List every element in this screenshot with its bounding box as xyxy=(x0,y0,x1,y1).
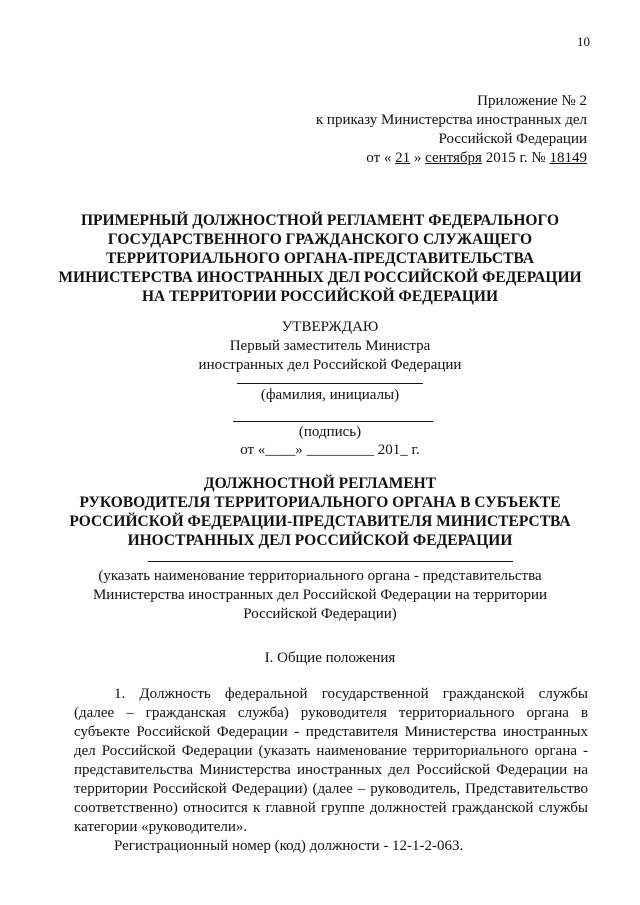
page-number: 10 xyxy=(577,34,590,49)
signature-line xyxy=(233,421,433,422)
organ-name-note xyxy=(60,567,580,624)
regulation-title-line: РУКОВОДИТЕЛЯ ТЕРРИТОРИАЛЬНОГО ОРГАНА В СУБЪЕКТЕ xyxy=(79,494,561,511)
appendix-line: Российской Федерации xyxy=(438,131,587,147)
order-day: 21 xyxy=(395,150,411,166)
approver-position: Первый заместитель Министра xyxy=(229,338,431,354)
order-number: 18149 xyxy=(549,150,587,166)
regulation-title xyxy=(50,474,590,550)
regulation-title-line: ДОЛЖНОСТНОЙ РЕГЛАМЕНТ xyxy=(203,475,437,492)
approval-block xyxy=(150,318,510,375)
name-line xyxy=(237,383,423,384)
paragraph-line: соответственно) относится к главной группе должностей гражданской службы xyxy=(74,800,588,816)
paragraph-line: категории «руководители». xyxy=(74,819,248,835)
approver-position: иностранных дел Российской Федерации xyxy=(198,357,462,373)
signature-hint: (подпись) xyxy=(298,424,362,440)
appendix-block xyxy=(250,92,587,168)
paragraph-line: субъекте Российской Федерации - представителя Министерства иностранных xyxy=(74,724,588,740)
order-year: 2015 г. № xyxy=(485,150,546,166)
order-month: сентября xyxy=(425,150,482,166)
paragraph-line: дел Российской Федерации (указать наименование территориального органа - xyxy=(74,743,588,759)
approve-heading: УТВЕРЖДАЮ xyxy=(281,319,379,335)
section-heading: I. Общие положения xyxy=(264,650,396,666)
registration-line: Регистрационный номер (код) должности - 12-1-2-063. xyxy=(114,838,464,854)
title-line: НА ТЕРРИТОРИИ РОССИЙСКОЙ ФЕДЕРАЦИИ xyxy=(141,288,499,305)
paragraph-line: 1. Должность федеральной государственной гражданской службы xyxy=(114,686,588,702)
title-line: ГОСУДАРСТВЕННОГО ГРАЖДАНСКОГО СЛУЖАЩЕГО xyxy=(107,231,533,248)
appendix-line: Приложение № 2 xyxy=(477,93,587,109)
order-mid: » xyxy=(413,150,422,166)
regulation-title-line: ИНОСТРАННЫХ ДЕЛ РОССИЙСКОЙ ФЕДЕРАЦИИ xyxy=(127,532,513,549)
order-date-line xyxy=(250,149,587,168)
paragraph-line: (далее – гражданская служба) руководителя территориального органа в xyxy=(74,705,588,721)
order-prefix: от « xyxy=(366,150,392,166)
paragraph-line: территории Российской Федерации) (далее – руководитель, Представительство xyxy=(74,781,588,797)
note-line: Министерства иностранных дел Российской Федерации на территории xyxy=(92,587,548,603)
title-line: ТЕРРИТОРИАЛЬНОГО ОРГАНА-ПРЕДСТАВИТЕЛЬСТВА xyxy=(105,250,535,267)
note-line: (указать наименование территориального органа - представительства xyxy=(98,568,542,584)
organ-name-line xyxy=(148,561,513,562)
appendix-line: к приказу Министерства иностранных дел xyxy=(315,112,587,128)
paragraph-line: представительства Министерства иностранных дел Российской Федерации на xyxy=(74,762,588,778)
document-title xyxy=(50,211,590,306)
name-hint: (фамилия, инициалы) xyxy=(260,387,400,403)
paragraph-1 xyxy=(74,685,588,856)
title-line: ПРИМЕРНЫЙ ДОЛЖНОСТНОЙ РЕГЛАМЕНТ ФЕДЕРАЛЬНОГО xyxy=(80,212,559,229)
regulation-title-line: РОССИЙСКОЙ ФЕДЕРАЦИИ-ПРЕДСТАВИТЕЛЯ МИНИСТЕРСТВА xyxy=(69,513,571,530)
title-line: МИНИСТЕРСТВА ИНОСТРАННЫХ ДЕЛ РОССИЙСКОЙ ФЕДЕРАЦИИ xyxy=(58,269,582,286)
approval-date: от «____» _________ 201_ г. xyxy=(240,442,420,458)
note-line: Российской Федерации) xyxy=(243,606,397,622)
